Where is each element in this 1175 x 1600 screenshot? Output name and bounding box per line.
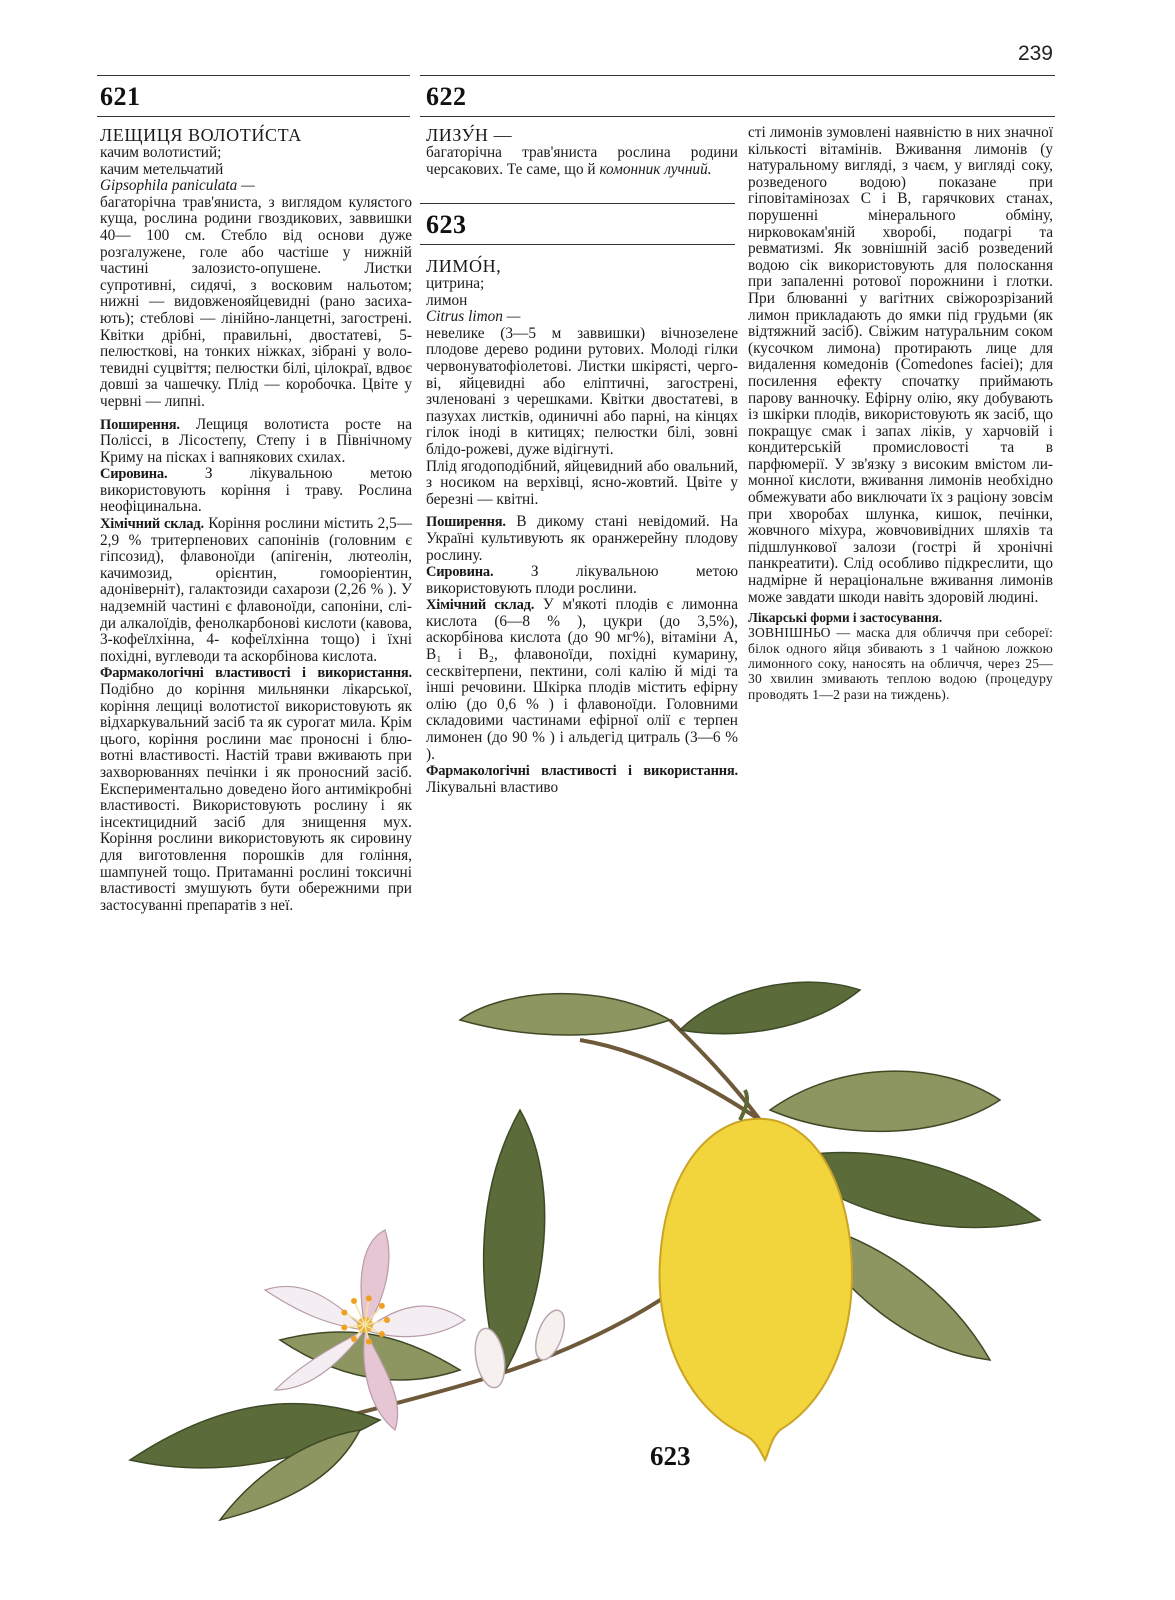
raw-text: З лікувальною метою використовують коріння і траву. Рослина неофіцинальна. — [100, 465, 413, 516]
synonym-2: качим метельчатий — [100, 160, 224, 178]
entry-622 — [426, 125, 738, 178]
distribution-621 — [100, 417, 412, 467]
anther — [379, 1303, 385, 1309]
cross-reference-link[interactable]: комонник лучний. — [599, 160, 712, 178]
distribution-text: Лещиця волотиста росте на Поліссі, в Лісостепу, Степу і в Північному Криму на пісках і вапнякових схилах. — [100, 415, 412, 466]
distribution-623 — [426, 514, 738, 564]
entry-623 — [426, 256, 738, 796]
rule-under-623 — [420, 244, 735, 245]
pharm-label-623: Фармакологічні властивості і використання. — [426, 763, 738, 780]
entry-623-continued — [748, 125, 1053, 702]
rule-above-623 — [420, 203, 735, 204]
description-623: невелике (3—5 м заввишки) вічнозелене плодове дерево родини рутових. Молоді гілки червонуватофіолетові. Листки шкірясті, чергові, яйцевидні або еліптичні, загострені, зчленовані з черешками. Квітки двостатеві, в пазухах листків, одиничні або парні, на кінцях гілок іноді в китицях; пелюстки білі, зовні блідо-рожеві, дуже відігнуті. — [426, 324, 738, 458]
entry-621 — [100, 125, 412, 914]
lemon-fruit — [660, 1119, 852, 1460]
flower-petal — [265, 1286, 365, 1330]
entry-number-622: 622 — [426, 82, 467, 111]
rule-under-621 — [97, 116, 410, 117]
pharmacology-623 — [426, 763, 738, 796]
flower-bud — [530, 1306, 570, 1363]
latin-name-621: Gipsophila paniculata — — [100, 177, 255, 195]
lemon-branch-illustration — [80, 960, 1080, 1580]
rule-under-622 — [420, 116, 1055, 117]
synonym-623-1: цитрина; — [426, 275, 485, 292]
description-622-text: багаторічна трав'яниста рослина родини черсакових. Те саме, що й — [426, 144, 738, 178]
anther — [341, 1325, 347, 1331]
headword-623: ЛИМО́Н, — [426, 256, 502, 276]
chem-text: Коріння рослини містить 2,5—2,9 % тритерпенових сапонінів (головним є гіпсозид), флавоноїди (апігенін, лютеолін, качимозид, орієнтин, гомооріентин, адоніверніт), галактозиди сахарози (2,26 % ). У надземній частині є флавоноїди, сапоніни, сліди алкалоїдів, фенолкарбонові кислоти (кавова, 3-кофеїлхінна, 4- кофеїлхінна тощо) і їхні похідні, вуглеводи та аскорбінова кислота. — [100, 515, 412, 665]
pharm-text: Подібно до коріння мильнянки лікарської, коріння лещиці волотистої використовують як відхаркувальний засіб та як сурогат мила. Крім цього, коріння рослини має проносні і блювотні властивості. Настій трави вживають при захворюваннях печінки і як проносний засіб. Експериментально доведено його антимікробні властивості. Використовують рослину і як інсектицидний засіб для знищення мух. Коріння рослини використовують як сировину для виготовлення порошків для гоління, шампуней тощо. Притаманні рослині токсичні властивості змушують бути обережними при застосуванні препаратів з неї. — [100, 681, 412, 914]
pharm-text-623: Лікувальні властиво — [426, 778, 559, 796]
pharm-text-623-continued: сті лимонів зумовлені наявністю в них значної кількості вітамінів. Вживання лимонів (у натуральному вигляді, з чаєм, у вигляді соку, розведеного водою) показане при гіповітамінозах С і В, гарячкових станах, порушенні мінерального обміну, нирковокам'яній хворобі, подагрі та ревматизмі. Як зовнішній засіб розведений водою сік використовують для полоскання при запаленні ротової порожнини і глотки. При блюванні у вагітних свіжорозрізаний лимон прикладають до ямки під грудьми (як відтяжний засіб). Свіжим натуральним соком (кусочком лимона) протирають лице для видалення комедонів (Comedones faciei); для посилення ефекту спочатку приймають парову ванночку. Ефірну олію, яку добувають із шкірки плодів, використовують як засіб, що покращує смак і запах ліків, у харчовій і кондитерській промисловості та в парфюмерії. У зв'язку з високим вмістом лимонної кислоти, вживання лимонів необхідно обмежувати або виключати їх з раціону зовсім при хворобах шлунка, кишок, печінки, жовчного міхура, жовчовивідних шляхів та підшлункової залози (гострі й хронічні панкреатити). Слід особливо підкреслити, що надмірне й нераціональне вживання лимонів може завдати шкоди навіть здоровій людині. — [748, 124, 1053, 606]
top-rule-right — [420, 75, 1055, 76]
figure-number: 623 — [650, 1441, 691, 1471]
anther — [379, 1331, 385, 1337]
forms-label: Лікарські форми і застосування. — [748, 610, 943, 626]
forms-text: ЗОВНІШНЬО — маска для обличчя при себореї: білок одного яйця збивають з 1 чайною ложкою лимонного соку, наносять на обличчя, через 25—30 хвилин змивають теплою водою (процедуру проводять 1—2 рази на тиждень). — [748, 625, 1053, 702]
entry-number-621: 621 — [100, 82, 141, 111]
chem-text-623: У м'якоті плодів є лимонна кислота (6—8 % ), цукри (до 3,5%), аскорбінова кислота (до 90 мг%), вітаміни А, В₁ і В₂, флавоноїди, похідні кумарину, сесквітерпени, пектини, солі калію й міді та інші речовини. Шкірка плодів містить ефірну олію (до 0,6 % ) і флавоноїди. Головними складовими частинами ефірної олії є терпен лимонен (до 90 % ) і альдегід цитраль (3—6 % ). — [426, 596, 738, 763]
entry-number-623: 623 — [426, 210, 467, 239]
chem-label-623: Хімічний склад. — [426, 597, 535, 614]
leaf — [770, 1071, 1000, 1131]
distribution-text-623: В дикому стані невідомий. На Україні культивують як оранжерейну плодову рослину. — [426, 513, 738, 564]
anther — [351, 1298, 357, 1304]
raw-label: Сировина. — [100, 466, 168, 483]
chem-label: Хімічний склад. — [100, 516, 204, 533]
top-rule-left — [97, 75, 410, 76]
distribution-label-623: Поширення. — [426, 514, 506, 531]
leaf — [460, 994, 670, 1035]
synonym-623-2: лимон — [426, 291, 468, 309]
latin-name-623: Citrus limon — — [426, 308, 521, 326]
description-622 — [426, 145, 738, 178]
distribution-label: Поширення. — [100, 416, 180, 433]
synonym-1: качим волотистий; — [100, 144, 222, 161]
raw-material-621 — [100, 466, 412, 516]
chemistry-621 — [100, 516, 412, 665]
lemon-flower — [265, 1230, 465, 1430]
fruit-623: Плід ягодоподібний, яйцевидний або овальний, з носиком на верхівці, ясно-жовтий. Цвіте у березні — квітні. — [426, 457, 738, 508]
page-number: 239 — [1017, 42, 1053, 65]
raw-text-623: З лікувальною метою використовують плоди рослини. — [426, 563, 739, 597]
anther — [366, 1295, 372, 1301]
pharmacology-621 — [100, 665, 412, 914]
anther — [341, 1309, 347, 1315]
pharm-label: Фармакологічні властивості і використання. — [100, 665, 412, 682]
anther — [366, 1339, 372, 1345]
chemistry-623 — [426, 597, 738, 763]
headword-621: ЛЕЩИЦЯ ВОЛОТИ́СТА — [100, 125, 302, 145]
raw-label-623: Сировина. — [426, 564, 494, 581]
headword-622: ЛИЗУ́Н — — [426, 125, 513, 145]
raw-material-623 — [426, 564, 738, 597]
description-621: багаторічна трав'яниста, з виглядом кулястого куща, рослина родини гвоздикових, заввишки 40— 100 см. Стебло від основи дуже розгалужене, голе або частіше у нижній частині залозисто-опушене. Листки супротивні, сидячі, з восковим нальотом; нижні — видовженояйцевидні (рано засихають); стеблові — лінійно-ланцетні, загострені. Квітки дрібні, правильні, двостатеві, 5-пелюсткові, на тонких ніжках, зібрані у волотевидні суцвіття; пелюстки білі, цілокраї, вдвоє довші за чашечку. Плід — коробочка. Цвіте у червні — липні. — [100, 193, 412, 410]
leaf — [680, 982, 860, 1033]
anther — [351, 1336, 357, 1342]
flower-petal — [361, 1230, 389, 1330]
anther — [384, 1317, 390, 1323]
